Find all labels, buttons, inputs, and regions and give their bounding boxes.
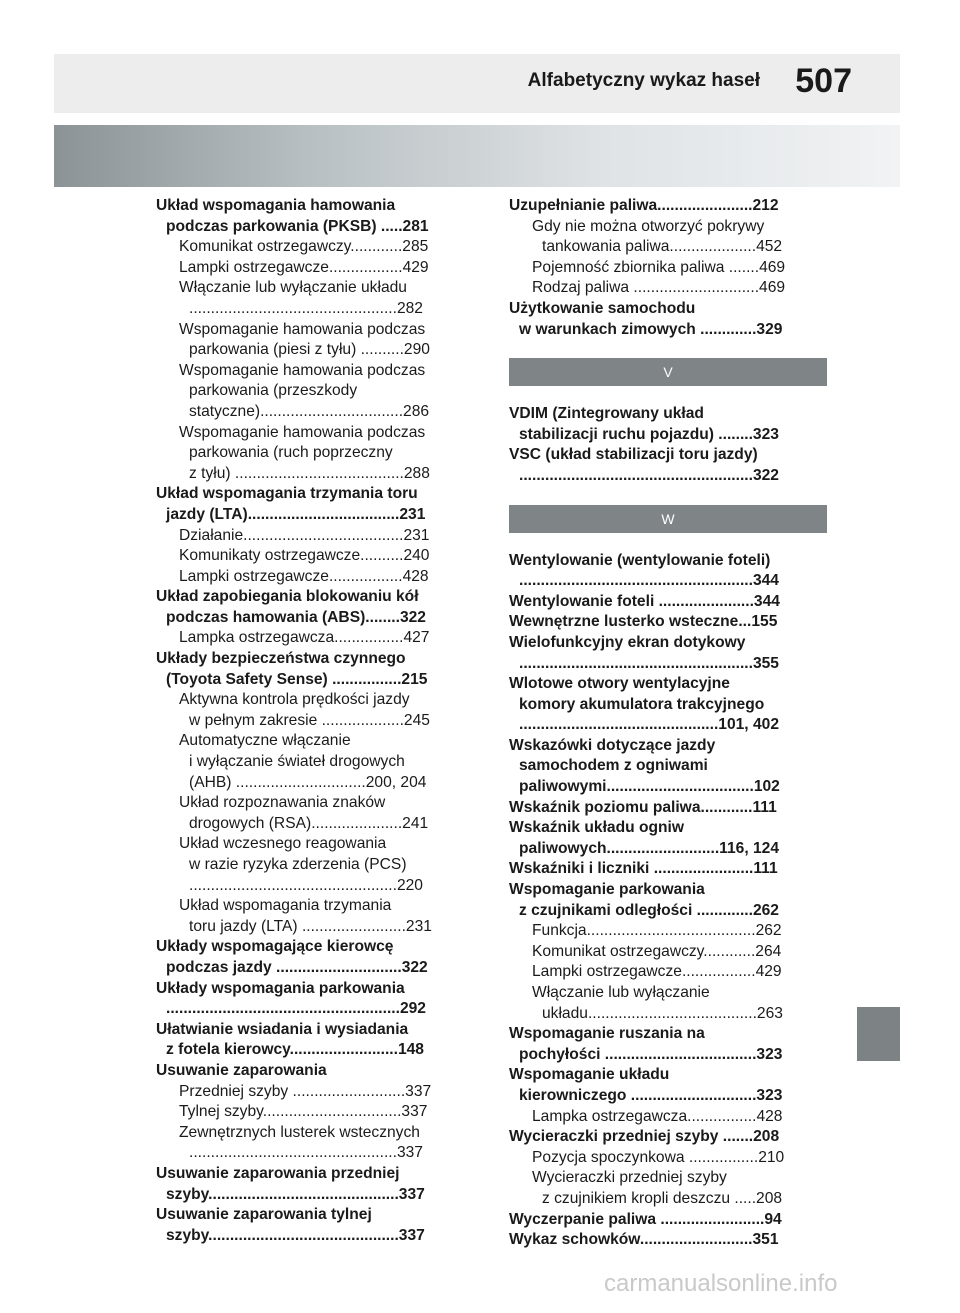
index-entry-line: Rodzaj paliwa .............................469: [532, 279, 786, 297]
index-entry-line: kierowniczego .............................323: [519, 1086, 783, 1104]
index-entry: [509, 592, 827, 613]
index-entry-line: układu.......................................263: [542, 1004, 783, 1022]
index-entry: [509, 196, 827, 217]
index-entry-line: pochyłości ...................................323: [519, 1045, 783, 1063]
index-entry-line: samochodem z ogniwami: [519, 757, 708, 775]
index-entry-line: paliwowymi..................................102: [519, 778, 780, 796]
index-entry-line: (AHB) ..............................200, 204: [189, 773, 427, 791]
index-column-right: [509, 196, 827, 1251]
index-entry-line: podczas hamowania (ABS)........322: [166, 608, 426, 626]
index-entry-line: z czujnikami odległości .............262: [519, 901, 779, 919]
index-subentry: [156, 278, 474, 319]
index-entry-line: Funkcja.......................................262: [532, 922, 782, 940]
index-entry-line: Wskaźnik poziomu paliwa............111: [509, 798, 777, 816]
index-entry-line: Układy bezpieczeństwa czynnego: [156, 650, 406, 668]
index-entry-line: Aktywna kontrola prędkości jazdy: [179, 691, 410, 709]
index-entry-line: Gdy nie można otworzyć pokrywy: [532, 217, 765, 235]
index-entry: [509, 633, 827, 674]
index-entry-line: Ułatwianie wsiadania i wysiadania: [156, 1020, 409, 1038]
index-entry-line: podczas jazdy .............................322: [166, 958, 428, 976]
index-entry-line: Przedniej szyby ..........................337: [179, 1082, 432, 1100]
index-entry-line: Wspomaganie ruszania na: [509, 1025, 705, 1043]
index-entry-line: Wentylowanie (wentylowanie foteli): [509, 551, 771, 569]
index-subentry: [156, 423, 474, 485]
index-subentry: [509, 258, 827, 279]
index-entry-line: ......................................................355: [519, 654, 779, 672]
index-entry-line: Działanie.....................................231: [179, 526, 430, 544]
index-entry-line: Wlotowe otwory wentylacyjne: [509, 675, 730, 693]
index-entry-line: w pełnym zakresie ...................245: [189, 711, 430, 729]
index-entry-line: paliwowych..........................116, 124: [519, 839, 779, 857]
index-entry: [509, 674, 827, 736]
index-entry-line: VDIM (Zintegrowany układ: [509, 405, 704, 423]
index-subentry: [156, 237, 474, 258]
index-entry: [509, 445, 827, 486]
index-entry-line: Wspomaganie hamowania podczas: [179, 423, 426, 441]
index-entry-line: Włączanie lub wyłączanie układu: [179, 279, 407, 297]
index-subentry: [156, 567, 474, 588]
index-entry-line: tankowania paliwa....................452: [542, 238, 783, 256]
index-entry: [509, 1230, 827, 1251]
index-entry-line: i wyłączanie świateł drogowych: [189, 753, 405, 771]
index-entry-line: Wspomaganie hamowania podczas: [179, 320, 426, 338]
index-entry-line: Wycieraczki przedniej szyby: [532, 1169, 727, 1187]
index-entry-line: Pojemność zbiornika paliwa .......469: [532, 258, 786, 276]
index-entry: [156, 484, 474, 525]
index-entry: [156, 1020, 474, 1061]
index-subentry: [156, 793, 474, 834]
index-entry-line: Lampka ostrzegawcza................428: [532, 1107, 783, 1125]
index-subentry: [509, 1168, 827, 1209]
index-entry-line: Usuwanie zaparowania tylnej: [156, 1206, 372, 1224]
index-entry-line: Wspomaganie układu: [509, 1066, 670, 1084]
index-entry: [509, 859, 827, 880]
index-entry-line: Układ wspomagania hamowania: [156, 197, 396, 214]
index-subentry: [509, 1148, 827, 1169]
index-entry-line: Układ wspomagania trzymania: [179, 897, 392, 915]
index-entry-line: ................................................282: [189, 299, 423, 317]
index-subentry: [156, 690, 474, 731]
index-subentry: [156, 731, 474, 793]
index-entry-line: ......................................................322: [519, 466, 779, 484]
index-subentry: [156, 1082, 474, 1103]
index-entry-line: w warunkach zimowych .............329: [519, 320, 783, 338]
index-entry-line: Układ wspomagania trzymania toru: [156, 485, 418, 503]
index-entry-line: podczas parkowania (PKSB) .....281: [166, 217, 429, 235]
index-entry-line: Komunikat ostrzegawczy............264: [532, 942, 782, 960]
index-entry-line: ................................................337: [189, 1144, 423, 1162]
index-entry-line: Wielofunkcyjny ekran dotykowy: [509, 633, 746, 651]
index-entry-line: Wskazówki dotyczące jazdy: [509, 736, 716, 754]
index-entry-line: Usuwanie zaparowania przedniej: [156, 1164, 400, 1182]
index-entry-line: toru jazdy (LTA) ........................231: [189, 917, 432, 935]
index-entry-line: drogowych (RSA).....................241: [189, 814, 429, 832]
index-entry: [509, 551, 827, 592]
index-entry-line: Układ rozpoznawania znaków: [179, 794, 386, 812]
index-subentry: [509, 983, 827, 1024]
index-subentry: [156, 834, 474, 896]
section-letter-header: W: [509, 505, 827, 533]
index-entry-line: szyby............................................337: [166, 1185, 425, 1203]
index-entry-line: Lampka ostrzegawcza................427: [179, 629, 430, 647]
index-subentry: [509, 921, 827, 942]
index-entry-line: Włączanie lub wyłączanie: [532, 984, 710, 1001]
index-entry: [509, 1024, 827, 1065]
section-side-tab: [857, 1007, 900, 1061]
index-entry: [509, 612, 827, 633]
index-entry: [509, 736, 827, 798]
index-entry-line: z czujnikiem kropli deszczu .....208: [542, 1189, 783, 1207]
index-entry: [509, 299, 827, 340]
index-entry: [509, 1127, 827, 1148]
index-entry: [509, 404, 827, 445]
section-letter-header: V: [509, 358, 827, 386]
index-entry-line: ..............................................101, 402: [519, 716, 779, 734]
index-entry-line: ................................................220: [189, 876, 423, 894]
index-entry-line: Wycieraczki przedniej szyby .......208: [509, 1128, 780, 1146]
index-entry-line: Tylnej szyby................................337: [179, 1103, 428, 1121]
index-entry-line: Usuwanie zaparowania: [156, 1061, 327, 1079]
index-entry: [156, 587, 474, 628]
index-entry-line: Wspomaganie hamowania podczas: [179, 361, 426, 379]
index-entry-line: Wykaz schowków..........................351: [509, 1231, 779, 1249]
index-subentry: [156, 628, 474, 649]
index-entry: [509, 1210, 827, 1231]
index-subentry: [156, 1102, 474, 1123]
index-entry-line: Komunikaty ostrzegawcze..........240: [179, 547, 430, 565]
index-entry-line: parkowania (przeszkody: [189, 382, 358, 400]
index-entry-line: Wspomaganie parkowania: [509, 881, 705, 899]
index-entry-line: jazdy (LTA)...................................231: [166, 505, 426, 523]
index-entry: [156, 196, 474, 237]
index-subentry: [156, 896, 474, 937]
index-entry: [156, 649, 474, 690]
index-entry-line: VSC (układ stabilizacji toru jazdy): [509, 446, 758, 464]
index-entry-line: parkowania (ruch poprzeczny: [189, 444, 393, 462]
index-subentry: [156, 1123, 474, 1164]
index-entry-line: komory akumulatora trakcyjnego: [519, 695, 765, 713]
index-subentry: [509, 278, 827, 299]
index-entry-line: Komunikat ostrzegawczy............285: [179, 238, 429, 256]
index-entry: [509, 818, 827, 859]
index-entry-line: Użytkowanie samochodu: [509, 299, 696, 317]
index-entry-line: Wyczerpanie paliwa ........................94: [509, 1210, 782, 1228]
index-entry-line: Pozycja spoczynkowa ................210: [532, 1148, 785, 1166]
index-entry-line: parkowania (piesi z tyłu) ..........290: [189, 341, 430, 359]
index-entry-line: Wskaźnik układu ogniw: [509, 819, 685, 837]
index-subentry: [509, 942, 827, 963]
index-subentry: [509, 1107, 827, 1128]
index-entry-line: Lampki ostrzegawcze.................429: [179, 258, 429, 276]
index-entry: [509, 798, 827, 819]
index-entry-line: ......................................................292: [166, 1000, 426, 1018]
index-entry: [156, 1205, 474, 1246]
index-entry-line: szyby............................................337: [166, 1226, 425, 1244]
page-header: [54, 54, 900, 113]
index-entry: [156, 937, 474, 978]
index-entry-line: Lampki ostrzegawcze.................428: [179, 567, 429, 585]
index-subentry: [156, 361, 474, 423]
index-entry: [156, 979, 474, 1020]
index-entry-line: z fotela kierowcy.........................148: [166, 1041, 424, 1059]
index-entry: [156, 1061, 474, 1082]
index-subentry: [509, 217, 827, 258]
index-entry-line: w razie ryzyka zderzenia (PCS): [189, 856, 407, 873]
index-entry-line: Układy wspomagania parkowania: [156, 979, 405, 997]
index-entry-line: stabilizacji ruchu pojazdu) ........323: [519, 425, 779, 443]
index-entry: [509, 880, 827, 921]
index-subentry: [156, 526, 474, 547]
index-subentry: [156, 258, 474, 279]
index-entry-line: Układy wspomagające kierowcę: [156, 938, 394, 956]
index-entry-line: Wskaźniki i liczniki .......................111: [509, 860, 778, 878]
index-entry-line: z tyłu) .......................................288: [189, 464, 430, 482]
index-entry-line: Automatyczne włączanie: [179, 732, 351, 750]
index-entry-line: Układ wczesnego reagowania: [179, 835, 387, 853]
index-entry-line: statyczne).................................286: [189, 402, 430, 420]
index-entry-line: ......................................................344: [519, 572, 779, 590]
index-subentry: [156, 320, 474, 361]
header-banner: [54, 125, 900, 187]
index-column-left: [156, 196, 474, 1246]
index-entry-line: Zewnętrznych lusterek wstecznych: [179, 1123, 420, 1141]
watermark: carmanualsonline.info: [604, 1270, 838, 1297]
index-entry-line: Wewnętrzne lusterko wsteczne...155: [509, 613, 778, 631]
index-entry: [509, 1065, 827, 1106]
index-entry-line: (Toyota Safety Sense) ................215: [166, 670, 428, 688]
index-subentry: [156, 546, 474, 567]
page-number: 507: [795, 62, 852, 100]
header-title: Alfabetyczny wykaz haseł: [527, 70, 760, 91]
index-entry-line: Uzupełnianie paliwa......................212: [509, 197, 779, 214]
index-entry-line: Lampki ostrzegawcze.................429: [532, 963, 782, 981]
index-entry-line: Wentylowanie foteli ......................344: [509, 592, 780, 610]
index-entry-line: Układ zapobiegania blokowaniu kół: [156, 588, 419, 606]
index-subentry: [509, 962, 827, 983]
index-entry: [156, 1164, 474, 1205]
